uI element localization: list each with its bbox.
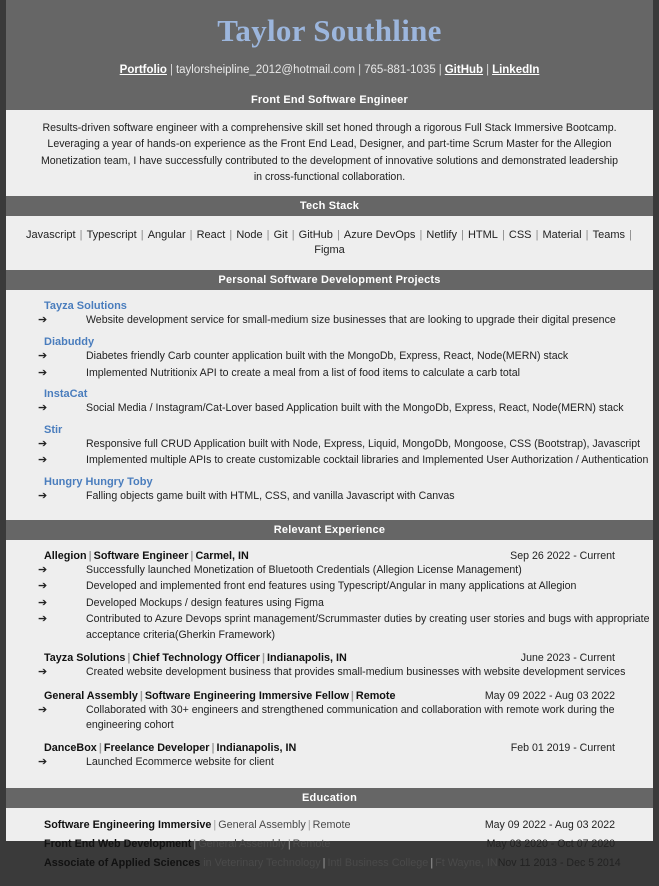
job-bullets xyxy=(6,755,653,771)
education-row-2 xyxy=(6,857,653,869)
education-degree: Associate of Applied Sciences xyxy=(44,856,201,869)
job-role: Software Engineer xyxy=(93,549,189,562)
project-bullet: ➔ Social Media / Instagram/Cat-Lover based Application built with the MongoDb, Express, React, Node(MERN) stack xyxy=(6,401,653,417)
job-title xyxy=(44,550,510,562)
experience-list xyxy=(6,540,653,788)
job-separator: | xyxy=(139,689,143,702)
education-main xyxy=(44,857,498,869)
arrow-bullet-icon: ➔ xyxy=(38,437,48,450)
project-1 xyxy=(6,336,653,381)
tech-item-6: GitHub xyxy=(298,228,333,241)
job-bullet: ➔ Created website development business that provides small-medium businesses with website development services xyxy=(6,665,653,681)
education-location: Ft Wayne, IN xyxy=(435,856,498,869)
project-bullet: ➔ Diabetes friendly Carb counter application built with the MongoDb, Express, React, Node(MERN) stack xyxy=(6,349,653,365)
job-separator: | xyxy=(190,549,194,562)
project-bullet: ➔ Falling objects game built with HTML, CSS, and vanilla Javascript with Canvas xyxy=(6,489,653,505)
education-main xyxy=(44,819,485,831)
tech-item-4: Node xyxy=(236,228,263,241)
project-bullet: ➔ Responsive full CRUD Application built with Node, Express, Liquid, MongoDb, Mongoose, CSS (Bootstrap), Javascript xyxy=(6,437,653,453)
job-date: June 2023 - Current xyxy=(520,652,615,665)
job-bullets xyxy=(6,563,653,643)
project-bullets xyxy=(6,349,653,381)
job-separator: | xyxy=(127,652,131,665)
job-bullets xyxy=(6,703,653,734)
job-header xyxy=(6,652,653,664)
arrow-bullet-icon: ➔ xyxy=(38,349,48,362)
education-list xyxy=(6,808,653,886)
tech-item-12: Teams xyxy=(592,228,626,241)
arrow-bullet-icon: ➔ xyxy=(38,613,48,626)
arrow-bullet-icon: ➔ xyxy=(38,703,48,716)
education-date: May 03 2020 - Oct 07 2020 xyxy=(486,837,615,850)
contact-separator: | xyxy=(169,64,173,77)
project-bullet: ➔ Implemented multiple APIs to create customizable cocktail libraries and Implemented User Authorization / Authentication xyxy=(6,453,653,469)
education-separator: | xyxy=(193,837,197,850)
education-school: General Assembly xyxy=(198,837,286,850)
contact-link-4[interactable]: LinkedIn xyxy=(492,64,540,77)
job-title xyxy=(44,742,511,754)
tech-item-2: Angular xyxy=(147,228,186,241)
job-header xyxy=(6,550,653,562)
job-3 xyxy=(6,742,653,771)
tech-separator: | xyxy=(416,228,426,241)
arrow-bullet-icon: ➔ xyxy=(38,756,48,769)
contact-line xyxy=(6,64,653,78)
contact-link-0[interactable]: Portfolio xyxy=(119,64,167,77)
tech-separator: | xyxy=(457,228,467,241)
arrow-bullet-icon: ➔ xyxy=(38,366,48,379)
job-1 xyxy=(6,652,653,681)
tech-separator: | xyxy=(626,228,632,241)
job-bullet: ➔ Contributed to Azure Devops sprint management/Scrummaster duties by creating user stories and bugs with appropriate acceptance criteria(Gherkin Framework) xyxy=(38,613,650,641)
tech-item-3: React xyxy=(196,228,226,241)
education-school: Intl Business College xyxy=(327,856,429,869)
project-title: Stir xyxy=(44,423,63,436)
contact-item-1: taylorsheipline_2012@hotmail.com xyxy=(175,64,356,77)
job-company: Allegion xyxy=(44,549,87,562)
contact-separator: | xyxy=(438,64,442,77)
job-separator: | xyxy=(211,742,215,755)
section-bar-projects: Personal Software Development Projects xyxy=(6,270,653,290)
job-header xyxy=(6,742,653,754)
section-bar-education: Education xyxy=(6,788,653,808)
project-bullet: ➔ Website development service for small-medium size businesses that are looking to upgrade their digital presence xyxy=(6,313,653,329)
project-3 xyxy=(6,424,653,469)
tech-separator: | xyxy=(532,228,542,241)
arrow-bullet-icon: ➔ xyxy=(38,489,48,502)
job-location: Remote xyxy=(355,689,396,702)
arrow-bullet-icon: ➔ xyxy=(38,454,48,467)
job-bullets xyxy=(6,665,653,681)
projects-list xyxy=(6,290,653,519)
tech-separator: | xyxy=(76,228,86,241)
job-title xyxy=(44,652,521,664)
tech-separator: | xyxy=(582,228,592,241)
education-date: May 09 2022 - Aug 03 2022 xyxy=(484,818,615,831)
education-date: Nov 11 2013 - Dec 5 2014 xyxy=(497,856,621,869)
job-location: Indianapolis, IN xyxy=(216,742,297,755)
project-bullets xyxy=(6,313,653,329)
education-main xyxy=(44,838,487,850)
tech-separator: | xyxy=(498,228,508,241)
project-title: Diabuddy xyxy=(44,335,95,348)
tech-separator: | xyxy=(226,228,236,241)
job-role: Software Engineering Immersive Fellow xyxy=(144,689,349,702)
arrow-bullet-icon: ➔ xyxy=(38,314,48,327)
tech-separator: | xyxy=(333,228,343,241)
tech-separator: | xyxy=(137,228,147,241)
education-degree: Software Engineering Immersive xyxy=(44,818,212,831)
job-role: Chief Technology Officer xyxy=(132,652,260,665)
education-separator: | xyxy=(213,818,217,831)
project-bullets xyxy=(6,401,653,417)
job-date: Sep 26 2022 - Current xyxy=(510,549,615,562)
contact-item-2: 765-881-1035 xyxy=(364,64,436,77)
candidate-name: Taylor Southline xyxy=(217,13,442,48)
education-separator: | xyxy=(287,837,291,850)
tech-separator: | xyxy=(263,228,273,241)
section-bar-tech-stack: Tech Stack xyxy=(6,196,653,216)
contact-link-3[interactable]: GitHub xyxy=(444,64,484,77)
job-bullet: ➔ Launched Ecommerce website for client xyxy=(6,755,653,771)
arrow-bullet-icon: ➔ xyxy=(38,563,48,576)
education-separator: | xyxy=(430,856,434,869)
project-bullets xyxy=(6,489,653,505)
education-school: General Assembly xyxy=(218,818,306,831)
education-row-1 xyxy=(6,838,653,850)
project-4 xyxy=(6,476,653,505)
job-date: May 09 2022 - Aug 03 2022 xyxy=(484,689,615,702)
education-separator: | xyxy=(307,818,311,831)
project-title: Hungry Hungry Toby xyxy=(44,475,153,488)
education-degree: Front End Web Development xyxy=(44,837,192,850)
project-2 xyxy=(6,388,653,417)
tech-item-0: Javascript xyxy=(26,228,76,241)
job-role: Freelance Developer xyxy=(103,742,210,755)
section-bar-experience: Relevant Experience xyxy=(6,520,653,540)
education-location: Remote xyxy=(292,837,331,850)
job-company: Tayza Solutions xyxy=(44,652,126,665)
contact-separator: | xyxy=(486,64,490,77)
job-date: Feb 01 2019 - Current xyxy=(510,742,615,755)
job-0 xyxy=(6,550,653,643)
job-company: DanceBox xyxy=(44,742,97,755)
section-bar-job-title: Front End Software Engineer xyxy=(6,90,653,110)
project-title: Tayza Solutions xyxy=(44,300,127,313)
project-title: InstaCat xyxy=(44,388,88,401)
education-row-0 xyxy=(6,819,653,831)
education-separator: | xyxy=(322,856,326,869)
arrow-bullet-icon: ➔ xyxy=(38,596,48,609)
project-bullets xyxy=(6,437,653,469)
tech-item-7: Azure DevOps xyxy=(343,228,416,241)
tech-separator: | xyxy=(186,228,196,241)
job-separator: | xyxy=(88,549,92,562)
job-title xyxy=(44,690,485,702)
professional-summary: Results-driven software engineer with a comprehensive skill set honed through a rigorous Full Stack Immersive Bootcamp. Leveraging a year of hands-on experience as the Front End Lead, Designer, and part-time Scrum Master for the Allegion Monetization team, I have successfully contributed to the development of innovative solutions and demonstrated leadership in cross-functional collaboration. xyxy=(40,121,619,184)
job-location: Indianapolis, IN xyxy=(267,652,347,665)
tech-item-1: Typescript xyxy=(86,228,137,241)
tech-item-5: Git xyxy=(273,228,288,241)
arrow-bullet-icon: ➔ xyxy=(38,402,48,415)
job-bullet: ➔ Successfully launched Monetization of Bluetooth Credentials (Allegion License Management) xyxy=(6,563,653,579)
job-bullet: ➔ Developed Mockups / design features using Figma xyxy=(6,596,653,612)
arrow-bullet-icon: ➔ xyxy=(38,580,48,593)
education-detail: in Veterinary Technology xyxy=(203,856,321,869)
job-header xyxy=(6,690,653,702)
job-separator: | xyxy=(98,742,102,755)
job-separator: | xyxy=(262,652,266,665)
tech-item-10: CSS xyxy=(508,228,532,241)
contact-separator: | xyxy=(358,64,362,77)
job-company: General Assembly xyxy=(44,689,138,702)
tech-stack-list xyxy=(6,216,653,271)
tech-separator: | xyxy=(288,228,298,241)
project-0 xyxy=(6,300,653,329)
tech-item-8: Netlify xyxy=(426,228,457,241)
resume-header xyxy=(6,0,653,90)
arrow-bullet-icon: ➔ xyxy=(38,666,48,679)
tech-item-13: Figma xyxy=(314,243,345,256)
tech-item-11: Material xyxy=(542,228,582,241)
job-location: Carmel, IN xyxy=(195,549,249,562)
job-bullet: ➔ Developed and implemented front end features using Typescript/Angular in many applications at Allegion xyxy=(6,579,653,595)
job-2 xyxy=(6,690,653,734)
tech-item-9: HTML xyxy=(467,228,498,241)
job-bullet: ➔ Collaborated with 30+ engineers and strengthened communication and collaboration with remote work during the engineering cohort xyxy=(38,703,615,732)
education-location: Remote xyxy=(312,818,351,831)
project-bullet: ➔ Implemented Nutritionix API to create a meal from a list of food items to calculate a carb total xyxy=(6,366,653,382)
job-separator: | xyxy=(350,689,354,702)
